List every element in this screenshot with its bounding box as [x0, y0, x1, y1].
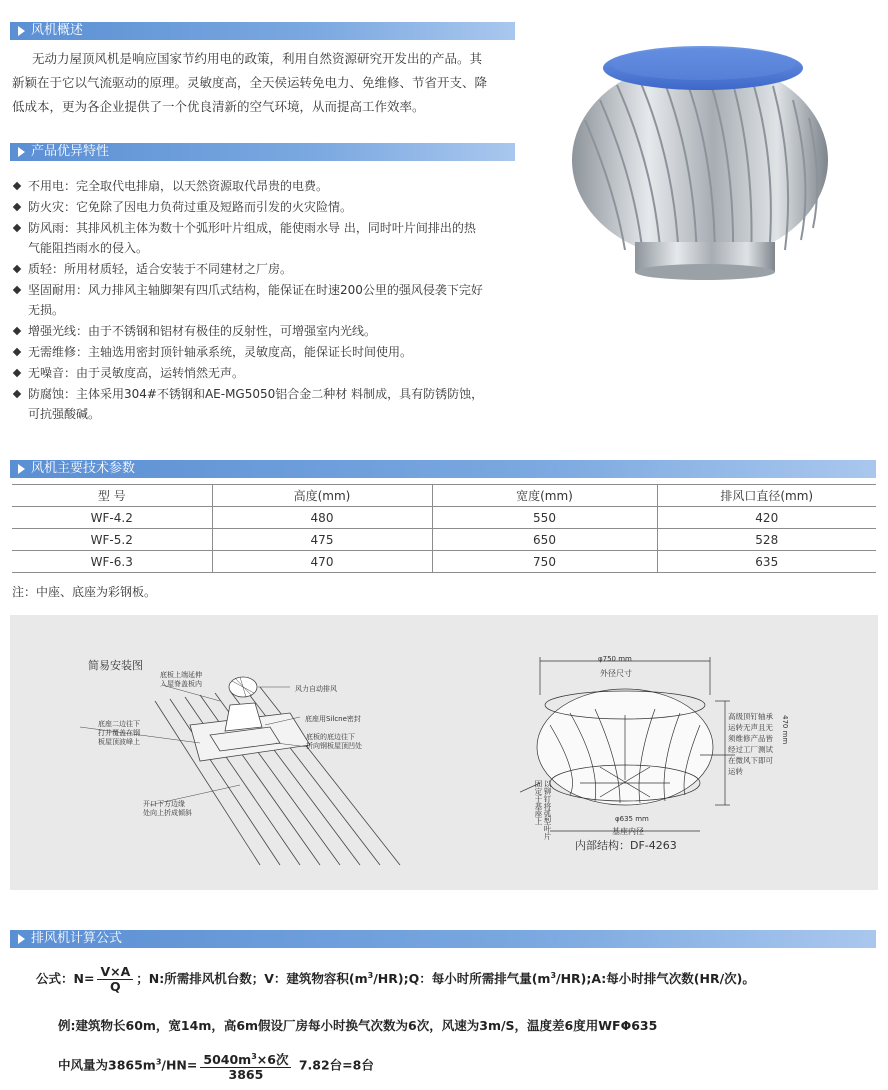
table-row [12, 507, 876, 529]
label-bottom: 开口下方边缘 处向上折成倾斜 [143, 800, 192, 817]
section-title: 风机主要技术参数 [31, 461, 136, 476]
table-cell: 650 [432, 529, 657, 551]
feature-item: 防腐蚀：主体采用304#不锈钢和AE-MG5050铝合金二种材 料制成，具有防锈防蚀， 可抗强酸碱。 [12, 384, 532, 424]
section-header-formula [10, 930, 876, 948]
label-top-left: 底板上端延伸 入屋脊盖板内 [160, 671, 202, 688]
feature-item: 不用电：完全取代电排扇，以天然资源取代昂贵的电费。 [12, 176, 532, 196]
result-fraction: $\frac{5040m^3\times 6次}{3865}$ [200, 1050, 291, 1082]
label-wind: 风力自动排风 [295, 685, 337, 693]
feature-item: 防火灾：它免除了因电力负荷过重及短路而引发的火灾险情。 [12, 197, 532, 217]
table-header-row [12, 485, 876, 507]
feature-item: 增强光线：由于不锈钢和铝材有极佳的反射性，可增强室内光线。 [12, 321, 532, 341]
formula-fraction: $\frac{V\times A}{Q}$ [97, 965, 133, 994]
structure-caption: 内部结构：DF-4263 [575, 839, 677, 852]
arrow-icon [18, 934, 25, 944]
rivet-note: 以铆钉将弧型叶片固定于基座上 [534, 780, 552, 840]
feature-item: 坚固耐用：风力排风主轴脚架有四爪式结构，能保证在时速200公里的强风侵袭下完好 无损。 [12, 280, 532, 320]
bottom-dimension: φ635 mm [615, 815, 649, 823]
section-title: 排风机计算公式 [31, 931, 123, 946]
diagram-panel [10, 615, 878, 890]
table-cell: 480 [212, 507, 432, 529]
table-cell: 550 [432, 507, 657, 529]
formula-example: 例:建筑物长60m，宽14m，高6m假设厂房每小时换气次数为6次，风速为3m/S，温度差6度用WFΦ635 [58, 1018, 658, 1033]
section-header-features [10, 143, 515, 161]
table-cell: 750 [432, 551, 657, 573]
bearing-note: 高级顶钉轴承 运转无声且无 须维修产品皆 经过工厂测试 在微风下即可 运转 [728, 712, 773, 776]
table-cell: 635 [657, 551, 876, 573]
table-row [12, 529, 876, 551]
formula-result: 中风量为$3865m^3/HN=$ $\frac{5040m^3\times 6次}{3865}$ 7.82台=8台 [58, 1052, 374, 1083]
table-cell: WF-4.2 [12, 507, 212, 529]
arrow-icon [18, 464, 25, 474]
section-title: 产品优异特性 [31, 144, 110, 159]
arrow-icon [18, 26, 25, 36]
table-cell: WF-6.3 [12, 551, 212, 573]
column-header: 型 号 [12, 485, 212, 507]
feature-item: 无需维修：主轴选用密封顶针轴承系统，灵敏度高，能保证长时间使用。 [12, 342, 532, 362]
table-cell: 470 [212, 551, 432, 573]
table-cell: 475 [212, 529, 432, 551]
column-header: 宽度(mm) [432, 485, 657, 507]
overview-line-2: 新颖在于它以气流驱动的原理。灵敏度高，全天侯运转免电力、免维修、节省开支、降 [12, 75, 488, 90]
section-header-overview [10, 22, 515, 40]
top-dimension: φ750 mm [598, 655, 632, 663]
top-dimension-label: 外径尺寸 [600, 669, 632, 678]
install-diagram [80, 665, 410, 875]
table-cell: 420 [657, 507, 876, 529]
feature-item: 防风雨：其排风机主体为数十个弧形叶片组成，能使雨水导 出，同时叶片间排出的热 气能阻挡雨水的侵入。 [12, 218, 532, 258]
spec-table [12, 484, 876, 573]
arrow-icon [18, 147, 25, 157]
table-note: 注：中座、底座为彩钢板。 [12, 585, 157, 599]
table-cell: WF-5.2 [12, 529, 212, 551]
bottom-dimension-label: 基座内径 [612, 827, 644, 836]
feature-item: 无噪音：由于灵敏度高，运转悄然无声。 [12, 363, 532, 383]
table-row [12, 551, 876, 573]
label-seal: 底座用Silcne密封 [305, 715, 361, 723]
column-header: 高度(mm) [212, 485, 432, 507]
feature-item: 质轻：所用材质轻，适合安装于不同建材之厂房。 [12, 259, 532, 279]
label-right-mid: 底板的底边往下 折向钢板屋顶凹处 [306, 733, 362, 750]
install-diagram-title: 简易安装图 [88, 659, 143, 672]
section-header-specs [10, 460, 876, 478]
ventilator-image [555, 30, 845, 290]
structure-diagram [520, 655, 820, 855]
formula-line: 公式：N= $\frac{V\times A}{Q}$ ；N:所需排风机台数；V：建筑物容积$(m^3/HR);Q$：每小时所需排气量$(m^3/HR);A$:每小时排气次数(HR/次)。 [36, 964, 755, 994]
section-title: 风机概述 [31, 23, 84, 38]
label-left-mid: 底座二边往下 打并覆盖在钢 板屋顶波峰上 [98, 720, 140, 746]
height-dimension: 470 mm [781, 715, 789, 745]
feature-list [12, 176, 532, 425]
overview-line-1: 无动力屋顶风机是响应国家节约用电的政策，利用自然资源研究开发出的产品。其 [32, 51, 483, 66]
table-cell: 528 [657, 529, 876, 551]
overview-line-3: 低成本，更为各企业提供了一个优良清新的空气环境，从而提高工作效率。 [12, 99, 425, 114]
column-header: 排风口直径(mm) [657, 485, 876, 507]
